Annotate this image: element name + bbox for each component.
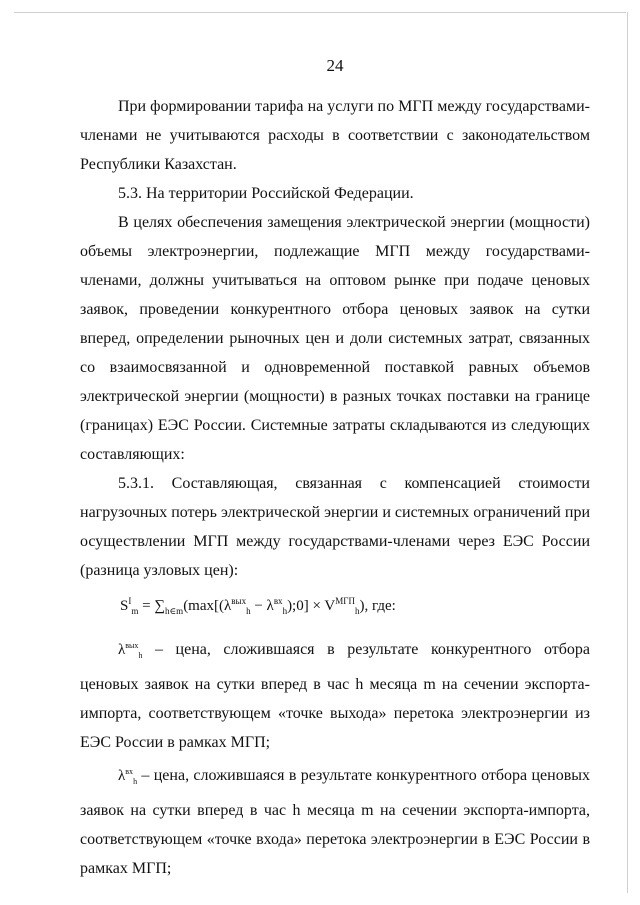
section-heading-5-3: 5.3. На территории Российской Федерации. (118, 185, 414, 202)
scan-edge-right (627, 12, 628, 893)
document-page (80, 56, 590, 883)
page-number: 24 (326, 56, 344, 75)
paragraph-5-3-1: 5.3.1. Составляющая, связанная с компенсацией стоимости нагрузочных потерь электрической энергии и системных ограничений при осуществлении МГП между государствами-членами через ЕЭС России (разница узловых цен): (80, 475, 590, 579)
symbol-lambda-in: $\lambda^{вх}_h$ (118, 767, 138, 786)
definition-lambda-in: $\lambda^{вх}_h$ – цена, сложившаяся в результате конкурентного отбора ценовых заявок на сутки вперед в час h месяца m на сечении экспорта-импорта, соответствующем «точке входа» перетока электроэнергии в ЕЭС России в рамках МГП; (80, 767, 590, 877)
paragraph-system-costs: В целях обеспечения замещения электрической энергии (мощности) объемы электроэнергии, подлежащие МГП между государствами-членами, должны учитываться на оптовом рынке при подаче ценовых заявок, проведении конкурентного отбора ценовых заявок на сутки вперед, определении рыночных цен и доли системных затрат, связанных со взаимосвязанной и одновременной поставкой равных объемов электрической энергии (мощности) в разных точках поставки на границе (границах) ЕЭС России. Системные затраты складываются из следующих составляющих: (80, 214, 590, 463)
paragraph-tariff: При формировании тарифа на услуги по МГП между государствами-членами не учитываются расходы в соответствии с законодательством Республики Казахстан. (80, 98, 590, 173)
definition-lambda-out: $\lambda^{вых}_h$ – цена, сложившаяся в результате конкурентного отбора ценовых заявок на сутки вперед в час h месяца m на сечении экспорта-импорта, соответствующем «точке выхода» перетока электроэнергии из ЕЭС России в рамках МГП; (80, 641, 590, 751)
symbol-lambda-out: $\lambda^{вых}_h$ (118, 641, 143, 660)
formula-S: S (120, 598, 129, 614)
scan-edge-top (14, 12, 626, 13)
formula-losses: $S^I_m = \sum_{h\in m}(\max[(\lambda^{вых}_h$ − $\lambda^{вх}_h);0] \times V^{МГП}_h$), где: (120, 596, 396, 616)
formula-tail: , где: (364, 598, 396, 614)
